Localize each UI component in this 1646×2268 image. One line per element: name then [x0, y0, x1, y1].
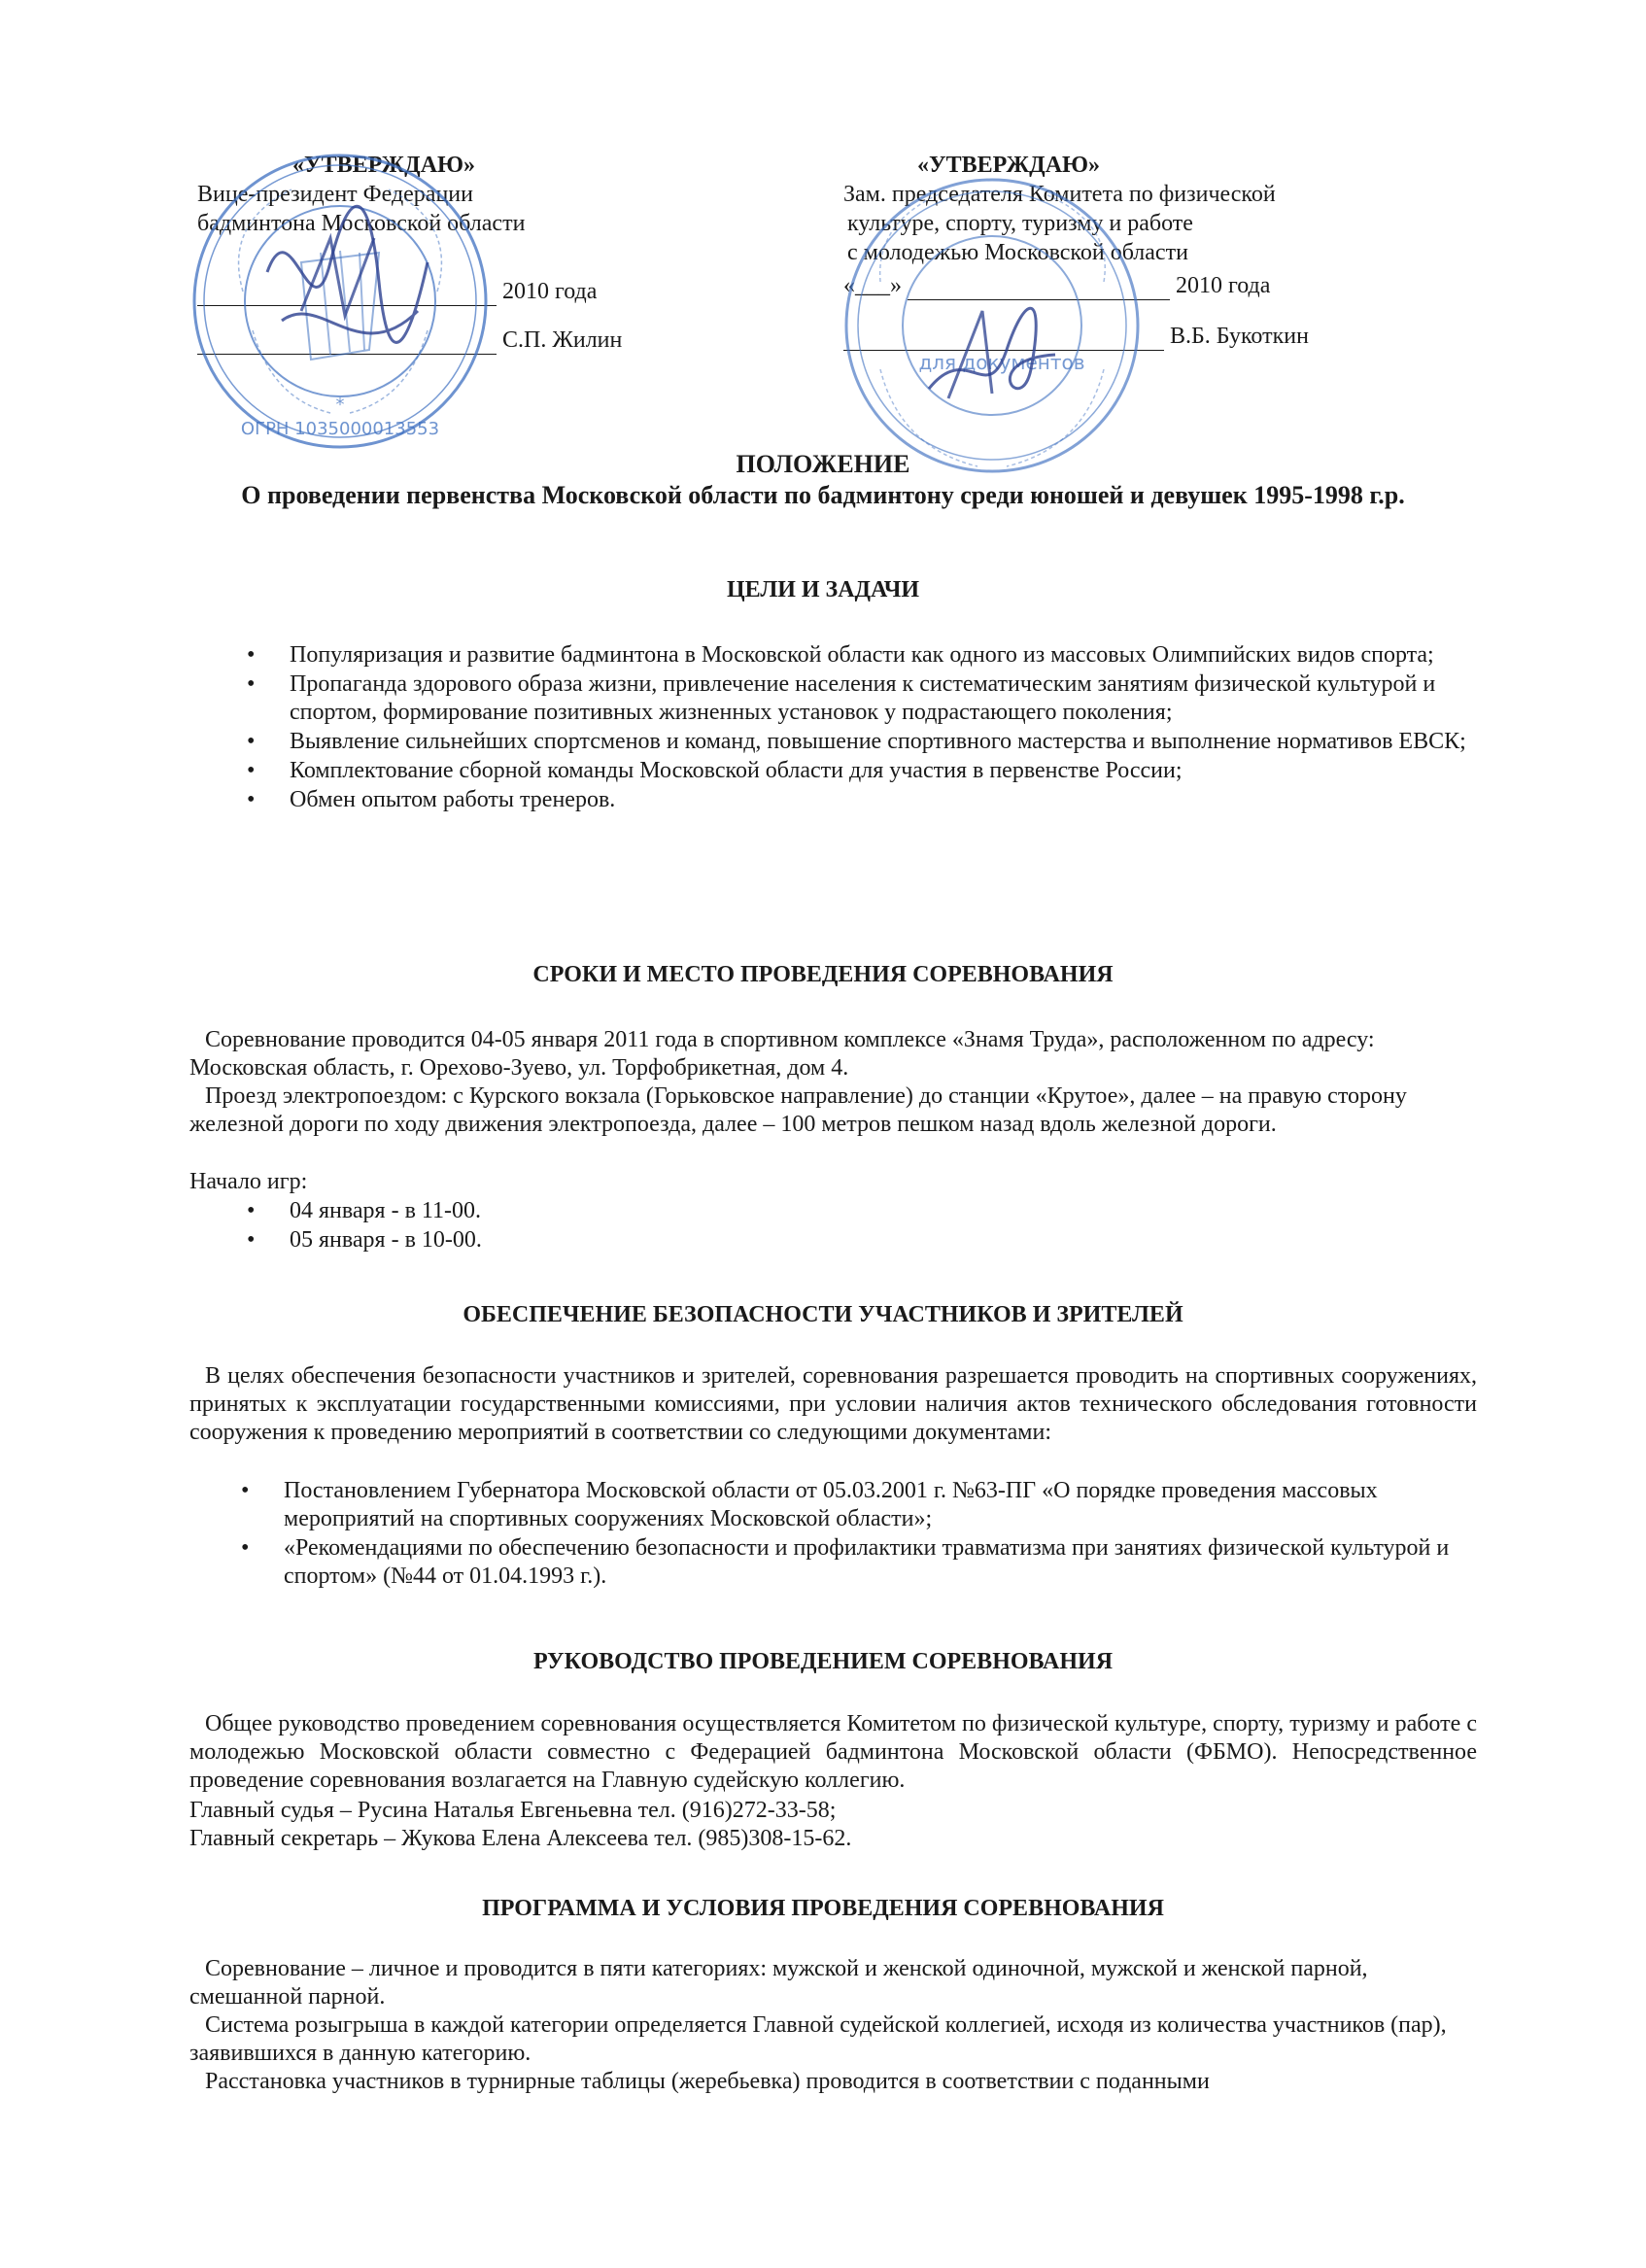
safety-document-item: • «Рекомендациями по обеспечению безопасности и профилактики травматизма при занятиях физической культурой и спортом» (№44 от 01.04.1993 г.). — [239, 1534, 1477, 1591]
document-title — [155, 449, 1491, 511]
start-times-list — [245, 1197, 1022, 1255]
approval-left-heading: «УТВЕРЖДАЮ» — [292, 153, 476, 178]
right-seal-stamp — [822, 165, 1152, 486]
schedule-start-label: Начало игр: — [189, 1169, 308, 1194]
program-paragraph-3: Расстановка участников в турнирные таблицы (жеребьевка) проводится в соответствии с поданными — [205, 2069, 1210, 2094]
approval-left-position: Вице-президент Федерации — [197, 182, 473, 207]
seal-icon — [822, 165, 1152, 486]
approval-left-date: 2010 года — [502, 279, 598, 304]
approval-left-signer: С.П. Жилин — [502, 327, 623, 353]
approval-right-date-prefix: «___» — [843, 273, 902, 298]
goals-list — [245, 641, 1477, 815]
safety-documents-list — [239, 1477, 1477, 1592]
goal-list-item: • Пропаганда здорового образа жизни, привлечение населения к систематическим занятиям физической культурой и спортом, формирование позитивных жизненных установок у подрастающего поколения; — [245, 670, 1477, 727]
safety-paragraph: В целях обеспечения безопасности участников и зрителей, соревнования разрешается проводить на спортивных сооружениях, принятых к эксплуатации государственными комиссиями, при условии наличия актов технического обследования готовности сооружения к проведению мероприятий в соответствии со следующими документами: — [189, 1363, 1477, 1445]
management-paragraph: Общее руководство проведением соревнования осуществляется Комитетом по физической культуре, спорту, туризму и работе с молодежью Московской области совместно с Федерацией бадминтона Московской области (ФБМО). Непосредственное проведение соревнования возлагается на Главную судейскую коллегию. — [189, 1711, 1477, 1793]
left-seal-stamp — [185, 146, 496, 457]
approval-left-organization: бадминтона Московской области — [197, 211, 526, 236]
seal-icon — [185, 146, 496, 457]
approval-right-heading: «УТВЕРЖДАЮ» — [917, 153, 1101, 178]
start-time-item: • 05 января - в 10-00. — [245, 1226, 1022, 1254]
section-heading-schedule: СРОКИ И МЕСТО ПРОВЕДЕНИЯ СОРЕВНОВАНИЯ — [532, 962, 1114, 987]
chief-secretary: Главный секретарь – Жукова Елена Алексеева тел. (985)308-15-62. — [189, 1826, 852, 1851]
schedule-venue-paragraph: Соревнование проводится 04-05 января 2011 года в спортивном комплексе «Знамя Труда», расположенном по адресу: Московская область, г. Орехово-Зуево, ул. Торфобрикетная, дом 4. — [189, 1027, 1375, 1081]
start-time-item: • 04 января - в 11-00. — [245, 1197, 1022, 1225]
title-main: ПОЛОЖЕНИЕ — [736, 450, 910, 478]
approval-right-date: 2010 года — [1176, 273, 1271, 298]
goal-list-item: • Выявление сильнейших спортсменов и команд, повышение спортивного мастерства и выполнение нормативов ЕВСК; — [245, 728, 1477, 756]
left-seal-text: ОГРН 1035000013553 — [240, 419, 440, 439]
approval-right-position-2: культуре, спорту, туризму и работе — [847, 211, 1193, 236]
title-subtitle: О проведении первенства Московской области по бадминтону среди юношей и девушек 1995-1998 г.р. — [241, 481, 1405, 509]
chief-judge: Главный судья – Русина Наталья Евгеньевна тел. (916)272-33-58; — [189, 1798, 837, 1823]
goal-list-item: • Комплектование сборной команды Московской области для участия в первенстве России; — [245, 757, 1477, 785]
goal-list-item: • Обмен опытом работы тренеров. — [245, 786, 1477, 814]
safety-document-item: • Постановлением Губернатора Московской области от 05.03.2001 г. №63-ПГ «О порядке проведения массовых мероприятий на спортивных сооружениях Московской области»; — [239, 1477, 1477, 1533]
program-paragraph-2: Система розыгрыша в каждой категории определяется Главной судейской коллегией, исходя из количества участников (пар), заявившихся в данную категорию. — [189, 2012, 1447, 2066]
right-seal-text: для документов — [918, 351, 1085, 374]
program-paragraph-1: Соревнование – личное и проводится в пяти категориях: мужской и женской одиночной, мужской и женской парной, смешанной парной. — [189, 1956, 1368, 2010]
svg-text:*: * — [335, 395, 345, 415]
approval-right-organization: с молодежью Московской области — [847, 240, 1188, 265]
section-heading-goals: ЦЕЛИ И ЗАДАЧИ — [726, 577, 920, 602]
schedule-travel-paragraph: Проезд электропоездом: с Курского вокзала (Горьковское направление) до станции «Крутое», далее – на правую сторону железной дороги по ходу движения электропоезда, далее – 100 метров пешком назад вдоль железной дороги. — [189, 1083, 1407, 1137]
section-heading-safety: ОБЕСПЕЧЕНИЕ БЕЗОПАСНОСТИ УЧАСТНИКОВ И ЗРИТЕЛЕЙ — [463, 1302, 1183, 1327]
section-heading-program: ПРОГРАММА И УСЛОВИЯ ПРОВЕДЕНИЯ СОРЕВНОВАНИЯ — [482, 1896, 1164, 1921]
approval-right-signer: В.Б. Букоткин — [1170, 324, 1309, 349]
goal-list-item: • Популяризация и развитие бадминтона в Московской области как одного из массовых Олимпийских видов спорта; — [245, 641, 1477, 670]
approval-right-position: Зам. председателя Комитета по физической — [843, 182, 1276, 207]
section-heading-management: РУКОВОДСТВО ПРОВЕДЕНИЕМ СОРЕВНОВАНИЯ — [532, 1649, 1114, 1674]
